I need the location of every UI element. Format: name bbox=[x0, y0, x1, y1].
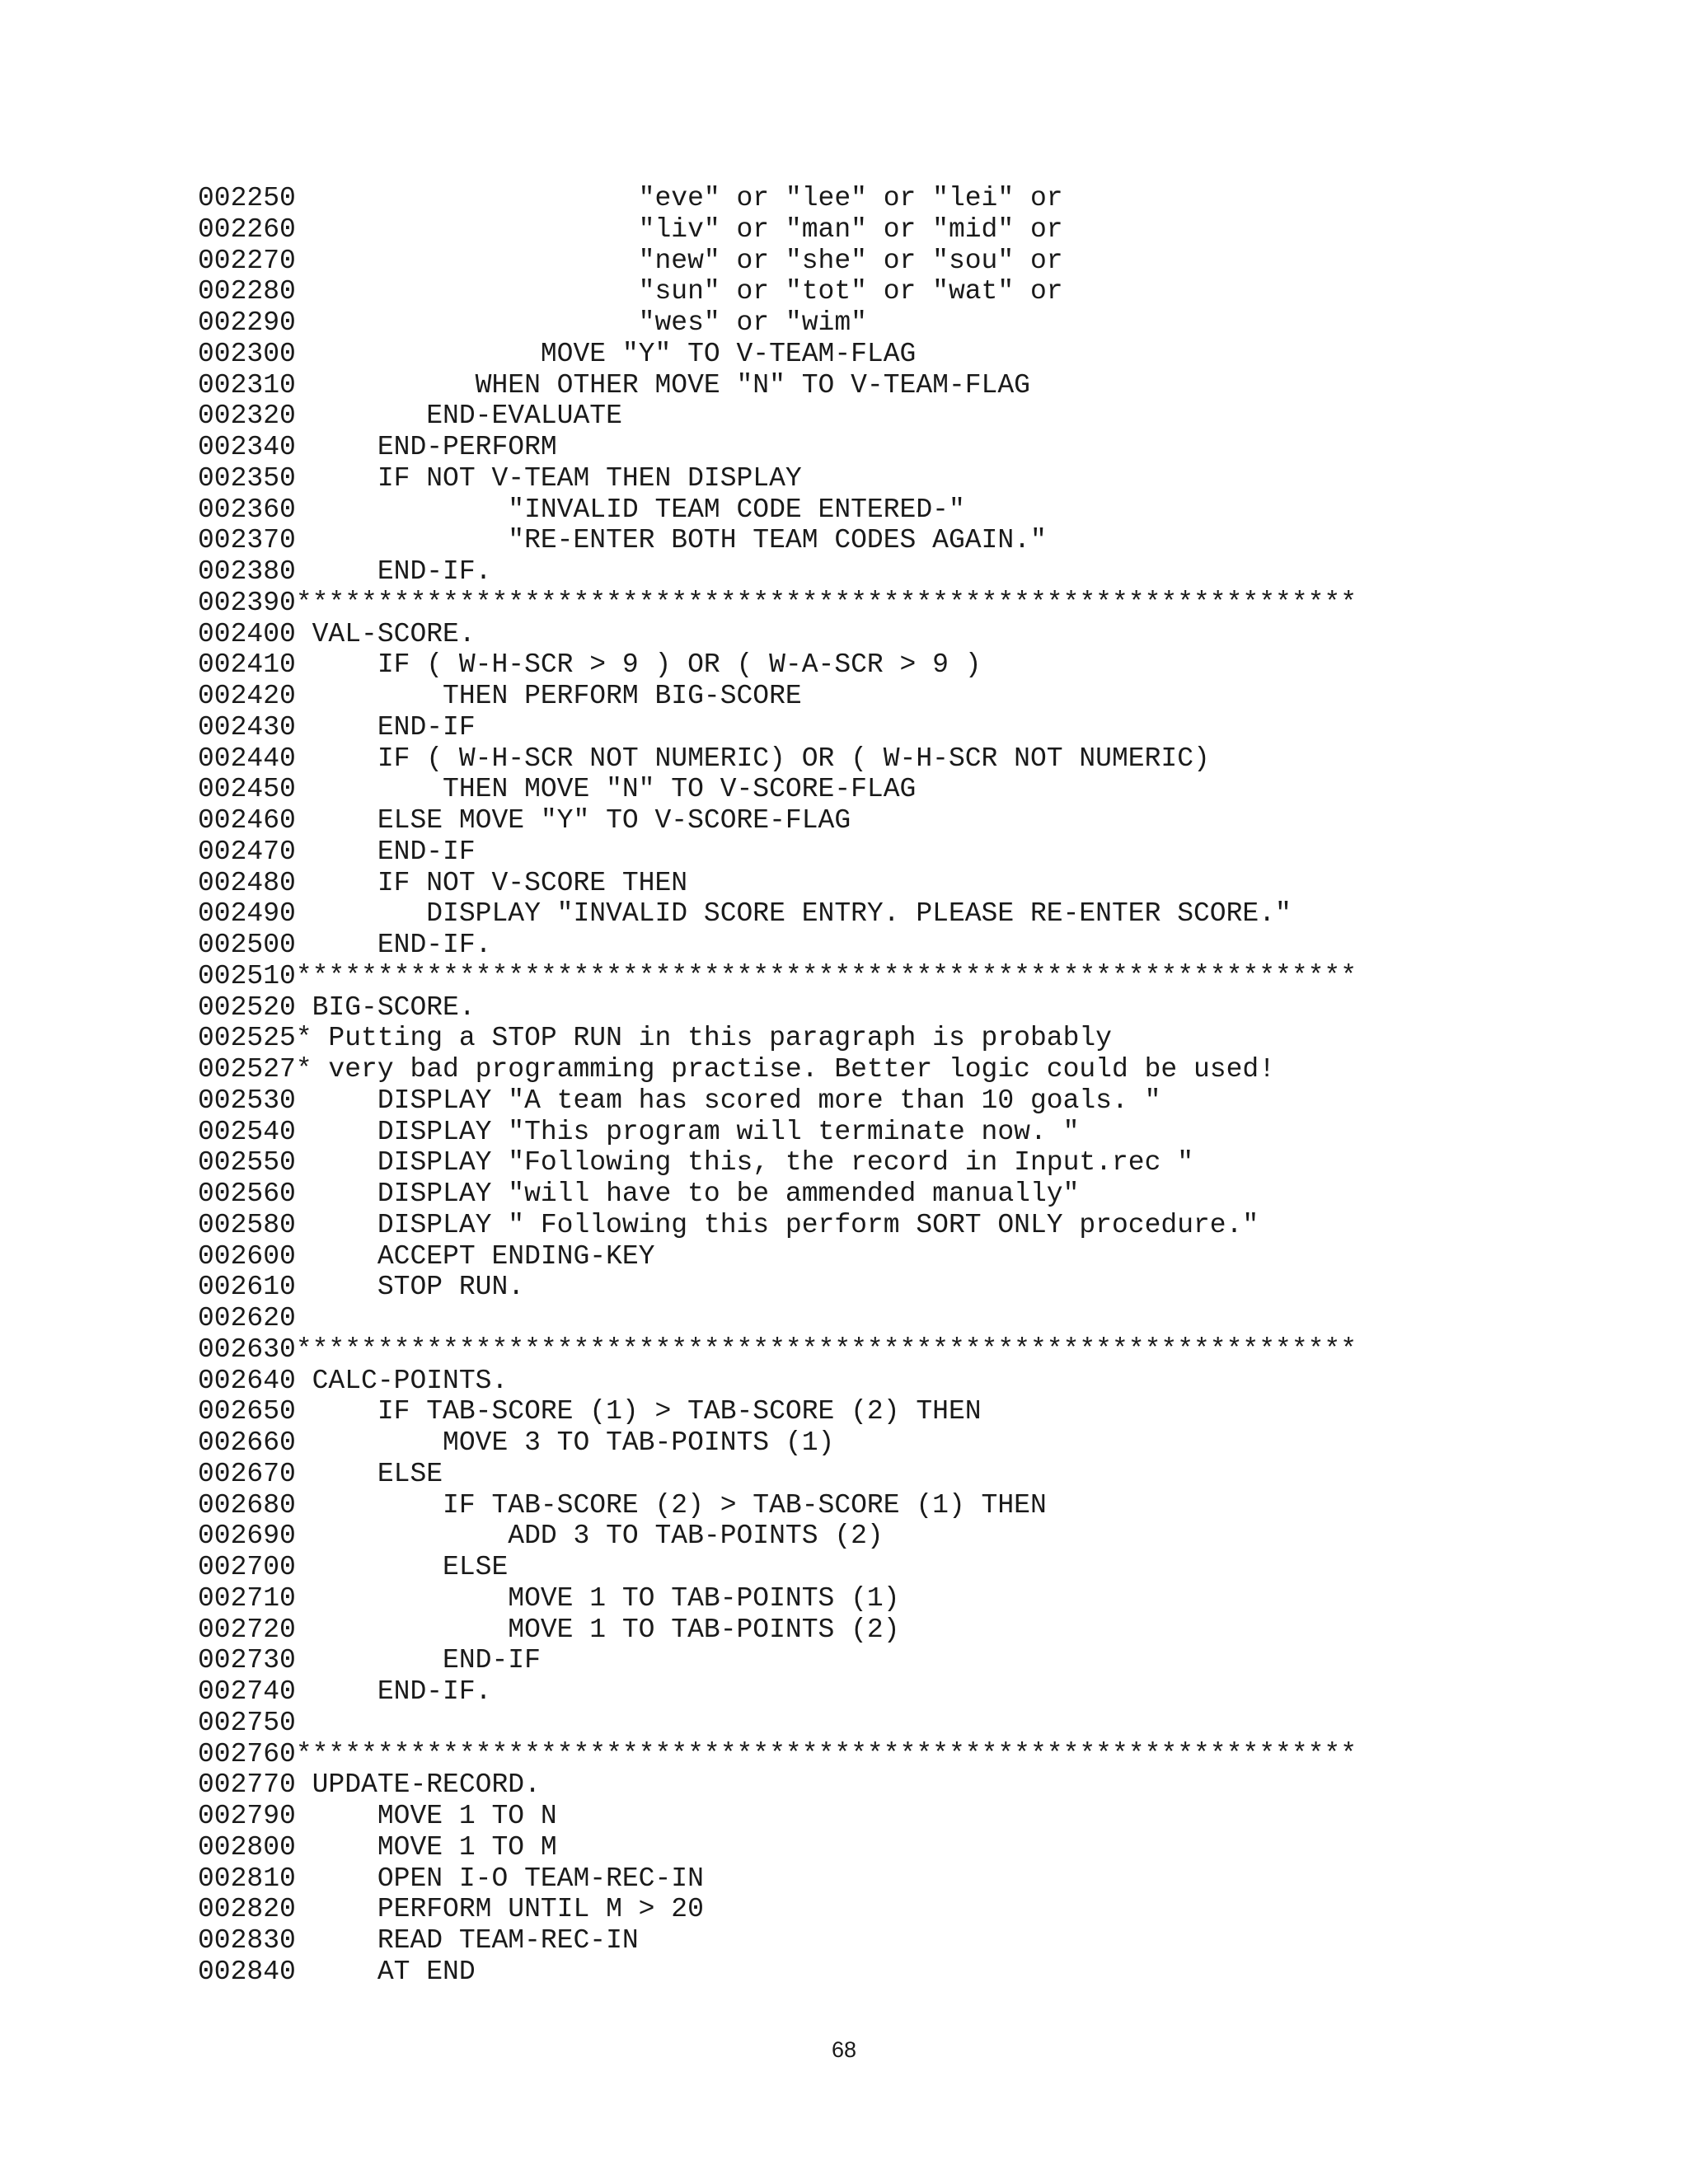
code-line: 002300 MOVE "Y" TO V-TEAM-FLAG bbox=[198, 338, 917, 369]
code-line: 002650 IF TAB-SCORE (1) > TAB-SCORE (2) THEN bbox=[198, 1396, 982, 1427]
code-line: 002250 "eve" or "lee" or "lei" or bbox=[198, 183, 1063, 213]
code-line: 002320 END-EVALUATE bbox=[198, 401, 622, 432]
code-line: 002350 IF NOT V-TEAM THEN DISPLAY bbox=[198, 462, 802, 494]
code-line: 002800 MOVE 1 TO M bbox=[198, 1831, 557, 1863]
code-line: 002600 ACCEPT ENDING-KEY bbox=[198, 1240, 655, 1272]
code-line: 002540 DISPLAY "This program will terminate now. " bbox=[198, 1116, 1080, 1147]
code-line: 002490 DISPLAY "INVALID SCORE ENTRY. PLEASE RE-ENTER SCORE." bbox=[198, 898, 1292, 930]
code-line: 002450 THEN MOVE "N" TO V-SCORE-FLAG bbox=[198, 774, 917, 805]
code-line: 002550 DISPLAY "Following this, the record in Input.rec " bbox=[198, 1147, 1193, 1179]
code-line: 002560 DISPLAY "will have to be ammended manually" bbox=[198, 1179, 1080, 1209]
code-line: 002420 THEN PERFORM BIG-SCORE bbox=[198, 681, 802, 711]
code-line: 002750 bbox=[198, 1707, 296, 1738]
code-line: 002280 "sun" or "tot" or "wat" or bbox=[198, 276, 1063, 307]
code-line: 002510***************************************************************** bbox=[198, 960, 1357, 991]
code-line: 002730 END-IF bbox=[198, 1645, 541, 1676]
code-line: 002830 READ TEAM-REC-IN bbox=[198, 1925, 639, 1956]
code-line: 002500 END-IF. bbox=[198, 930, 492, 960]
code-line: 002525* Putting a STOP RUN in this paragraph is probably bbox=[198, 1023, 1112, 1054]
code-line: 002740 END-IF. bbox=[198, 1676, 492, 1707]
code-line: 002360 "INVALID TEAM CODE ENTERED-" bbox=[198, 494, 965, 525]
code-line: 002680 IF TAB-SCORE (2) > TAB-SCORE (1) THEN bbox=[198, 1489, 1047, 1521]
code-line: 002440 IF ( W-H-SCR NOT NUMERIC) OR ( W-H-SCR NOT NUMERIC) bbox=[198, 743, 1210, 774]
code-line: 002430 END-IF bbox=[198, 711, 476, 743]
code-line: 002527* very bad programming practise. Better logic could be used! bbox=[198, 1054, 1276, 1085]
code-line: 002460 ELSE MOVE "Y" TO V-SCORE-FLAG bbox=[198, 805, 851, 836]
code-line: 002370 "RE-ENTER BOTH TEAM CODES AGAIN." bbox=[198, 525, 1047, 556]
code-line: 002520 BIG-SCORE. bbox=[198, 991, 476, 1023]
code-line: 002670 ELSE bbox=[198, 1458, 443, 1489]
code-line: 002820 PERFORM UNTIL M > 20 bbox=[198, 1894, 704, 1925]
code-line: 002410 IF ( W-H-SCR > 9 ) OR ( W-A-SCR > 9 ) bbox=[198, 649, 982, 681]
page-number: 68 bbox=[831, 2037, 857, 2062]
code-line: 002400 VAL-SCORE. bbox=[198, 618, 476, 649]
code-line: 002770 UPDATE-RECORD. bbox=[198, 1769, 541, 1801]
code-line: 002840 AT END bbox=[198, 1956, 476, 1987]
code-line: 002480 IF NOT V-SCORE THEN bbox=[198, 867, 688, 898]
code-line: 002720 MOVE 1 TO TAB-POINTS (2) bbox=[198, 1614, 900, 1645]
code-line: 002660 MOVE 3 TO TAB-POINTS (1) bbox=[198, 1427, 835, 1458]
code-line: 002310 WHEN OTHER MOVE "N" TO V-TEAM-FLAG bbox=[198, 369, 1030, 401]
code-line: 002690 ADD 3 TO TAB-POINTS (2) bbox=[198, 1521, 884, 1552]
code-line: 002700 ELSE bbox=[198, 1552, 509, 1582]
code-line: 002380 END-IF. bbox=[198, 556, 492, 587]
code-line: 002290 "wes" or "wim" bbox=[198, 307, 867, 338]
code-line: 002580 DISPLAY " Following this perform SORT ONLY procedure." bbox=[198, 1209, 1259, 1240]
code-listing bbox=[198, 183, 1357, 1988]
code-line: 002340 END-PERFORM bbox=[198, 432, 557, 462]
code-line: 002640 CALC-POINTS. bbox=[198, 1365, 509, 1396]
code-line: 002630***************************************************************** bbox=[198, 1333, 1357, 1365]
code-line: 002790 MOVE 1 TO N bbox=[198, 1801, 557, 1831]
code-line: 002270 "new" or "she" or "sou" or bbox=[198, 245, 1063, 276]
code-line: 002470 END-IF bbox=[198, 836, 476, 867]
code-line: 002530 DISPLAY "A team has scored more than 10 goals. " bbox=[198, 1085, 1161, 1116]
code-line: 002810 OPEN I-O TEAM-REC-IN bbox=[198, 1863, 704, 1894]
code-line: 002260 "liv" or "man" or "mid" or bbox=[198, 213, 1063, 245]
code-line: 002620 bbox=[198, 1303, 296, 1333]
code-line: 002710 MOVE 1 TO TAB-POINTS (1) bbox=[198, 1582, 900, 1614]
code-line: 002390***************************************************************** bbox=[198, 587, 1357, 618]
code-line: 002610 STOP RUN. bbox=[198, 1272, 525, 1303]
code-line: 002760***************************************************************** bbox=[198, 1738, 1357, 1769]
